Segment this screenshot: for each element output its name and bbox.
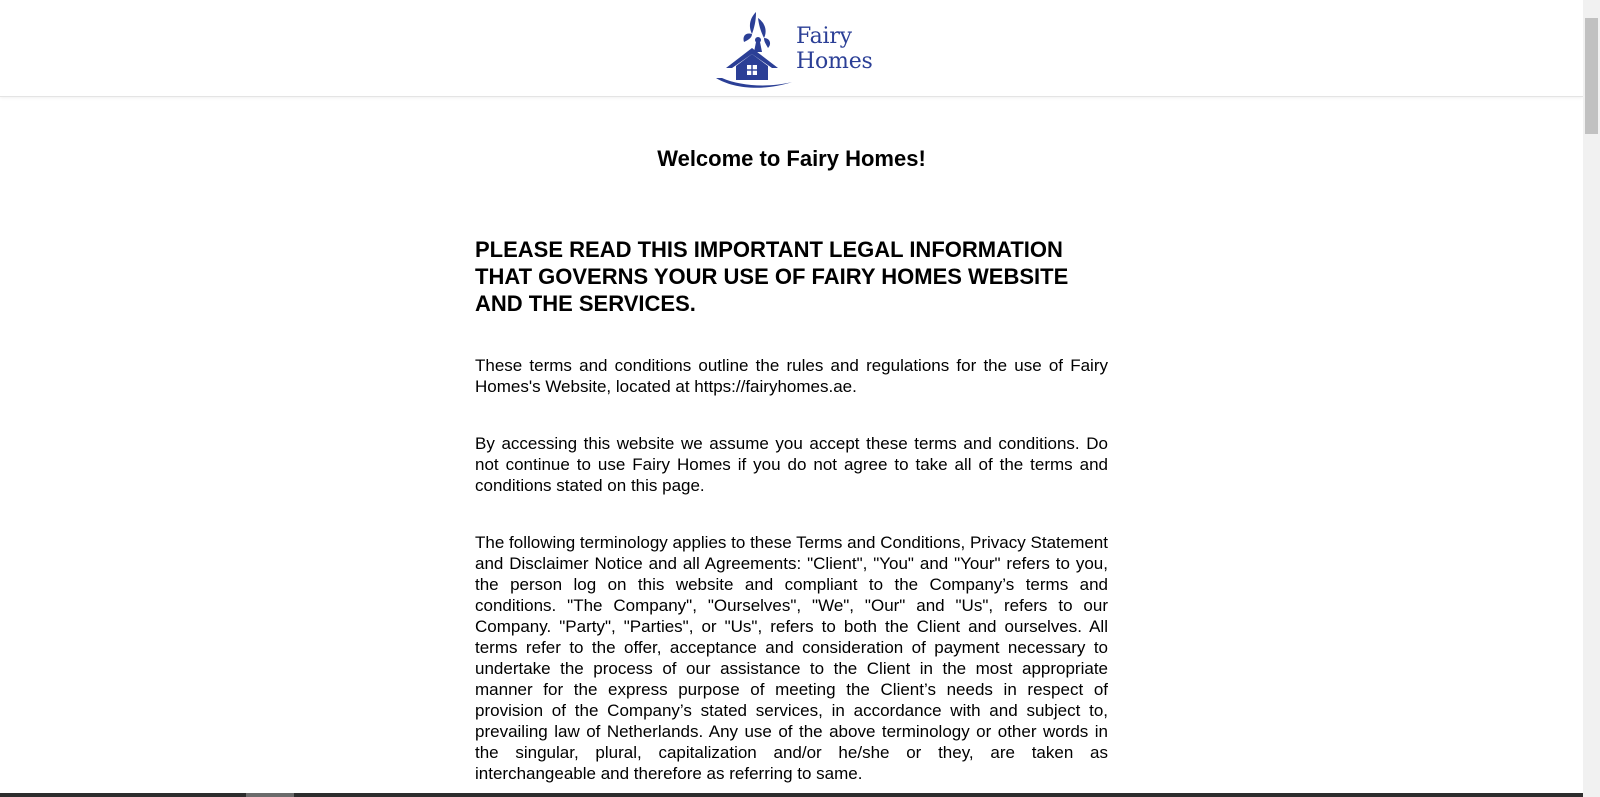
legal-heading: PLEASE READ THIS IMPORTANT LEGAL INFORMATION THAT GOVERNS YOUR USE OF FAIRY HOMES WEBSITE AND THE SERVICES. bbox=[475, 237, 1069, 316]
horizontal-scrollbar-thumb[interactable] bbox=[246, 793, 294, 797]
scrollbar-thumb[interactable] bbox=[1585, 18, 1598, 134]
site-header bbox=[0, 0, 1583, 97]
terms-content bbox=[475, 96, 1108, 784]
horizontal-scrollbar[interactable] bbox=[0, 793, 1583, 797]
brand-name-line1: Fairy bbox=[796, 24, 852, 49]
fairy-house-icon bbox=[712, 8, 794, 90]
vertical-scrollbar[interactable] bbox=[1583, 0, 1600, 797]
page-title: Welcome to Fairy Homes! bbox=[657, 146, 926, 171]
brand-name bbox=[796, 24, 873, 74]
brand-name-line2: Homes bbox=[796, 49, 873, 74]
terms-paragraph: By accessing this website we assume you accept these terms and conditions. Do not continue to use Fairy Homes if you do not agree to take all of the terms and conditions stated on this page. bbox=[475, 434, 1108, 495]
terms-paragraph: The following terminology applies to these Terms and Conditions, Privacy Statement and Disclaimer Notice and all Agreements: "Client", "You" and "Your" refers to you, the person log on this website and compliant to the Company’s terms and conditions. "The Company", "Ourselves", "We", "Our" and "Us", refers to our Company. "Party", "Parties", or "Us", refers to both the Client and ourselves. All terms refer to the offer, acceptance and consideration of payment necessary to undertake the process of our assistance to the Client in the most appropriate manner for the express purpose of meeting the Client’s needs in respect of provision of the Company’s stated services, in accordance with and subject to, prevailing law of Netherlands. Any use of the above terminology or other words in the singular, plural, capitalization and/or he/she or they, are taken as interchangeable and therefore as referring to same. bbox=[475, 533, 1108, 783]
terms-paragraph: These terms and conditions outline the rules and regulations for the use of Fairy Homes's Website, located at https://fairyhomes.ae. bbox=[475, 356, 1108, 396]
logo-link[interactable] bbox=[712, 8, 877, 90]
